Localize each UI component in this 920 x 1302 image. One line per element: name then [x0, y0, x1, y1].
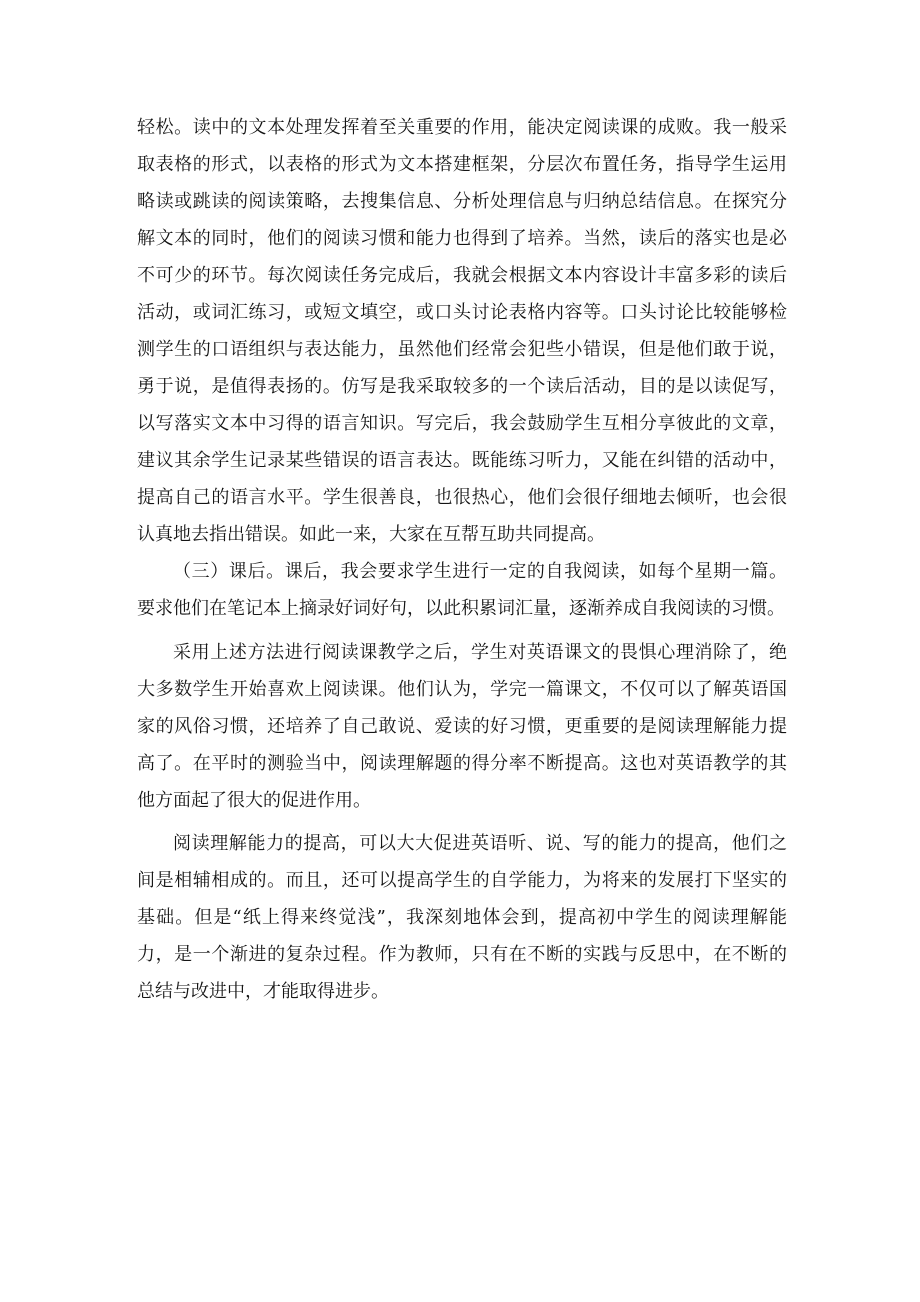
text-line: 以写落实文本中习得的语言知识。写完后，我会鼓励学生互相分享彼此的文章， [137, 413, 787, 434]
text-line: 解文本的同时，他们的阅读习惯和能力也得到了培养。当然，读后的落实也是必 [137, 228, 787, 249]
text-line: 不可少的环节。每次阅读任务完成后，我就会根据文本内容设计丰富多彩的读后 [137, 265, 787, 286]
text-line: 测学生的口语组织与表达能力，虽然他们经常会犯些小错误，但是他们敢于说， [137, 339, 787, 360]
text-line: 他方面起了很大的促进作用。 [137, 790, 371, 811]
text-line: 高了。在平时的测验当中，阅读理解题的得分率不断提高。这也对英语教学的其 [137, 753, 787, 774]
text-line: 基础。但是“纸上得来终觉浅”，我深刻地体会到，提高初中学生的阅读理解能 [137, 907, 787, 928]
text-line: （三）课后。课后，我会要求学生进行一定的自我阅读，如每个星期一篇。 [173, 561, 787, 582]
text-line: 家的风俗习惯，还培养了自己敢说、爱读的好习惯，更重要的是阅读理解能力提 [137, 716, 787, 737]
text-line: 活动，或词汇练习，或短文填空，或口头讨论表格内容等。口头讨论比较能够检 [137, 302, 787, 323]
text-line: 提高自己的语言水平。学生很善良，也很热心，他们会很仔细地去倾听，也会很 [137, 487, 787, 508]
text-line: 阅读理解能力的提高，可以大大促进英语听、说、写的能力的提高，他们之 [173, 833, 787, 854]
text-line: 总结与改进中，才能取得进步。 [137, 981, 389, 1002]
text-line: 勇于说，是值得表扬的。仿写是我采取较多的一个读后活动，目的是以读促写， [137, 376, 787, 397]
text-line: 取表格的形式，以表格的形式为文本搭建框架，分层次布置任务，指导学生运用 [137, 154, 787, 175]
text-line: 采用上述方法进行阅读课教学之后，学生对英语课文的畏惧心理消除了，绝 [173, 642, 787, 663]
text-line: 力，是一个渐进的复杂过程。作为教师，只有在不断的实践与反思中，在不断的 [137, 944, 787, 965]
text-line: 间是相辅相成的。而且，还可以提高学生的自学能力，为将来的发展打下坚实的 [137, 870, 787, 891]
text-line: 认真地去指出错误。如此一来，大家在互帮互助共同提高。 [137, 524, 605, 545]
text-line: 建议其余学生记录某些错误的语言表达。既能练习听力，又能在纠错的活动中， [137, 450, 787, 471]
text-line: 轻松。读中的文本处理发挥着至关重要的作用，能决定阅读课的成败。我一般采 [137, 117, 787, 138]
text-line: 大多数学生开始喜欢上阅读课。他们认为，学完一篇课文，不仅可以了解英语国 [137, 679, 787, 700]
text-line: 要求他们在笔记本上摘录好词好句，以此积累词汇量，逐渐养成自我阅读的习惯。 [137, 598, 785, 619]
text-line: 略读或跳读的阅读策略，去搜集信息、分析处理信息与归纳总结信息。在探究分 [137, 191, 787, 212]
